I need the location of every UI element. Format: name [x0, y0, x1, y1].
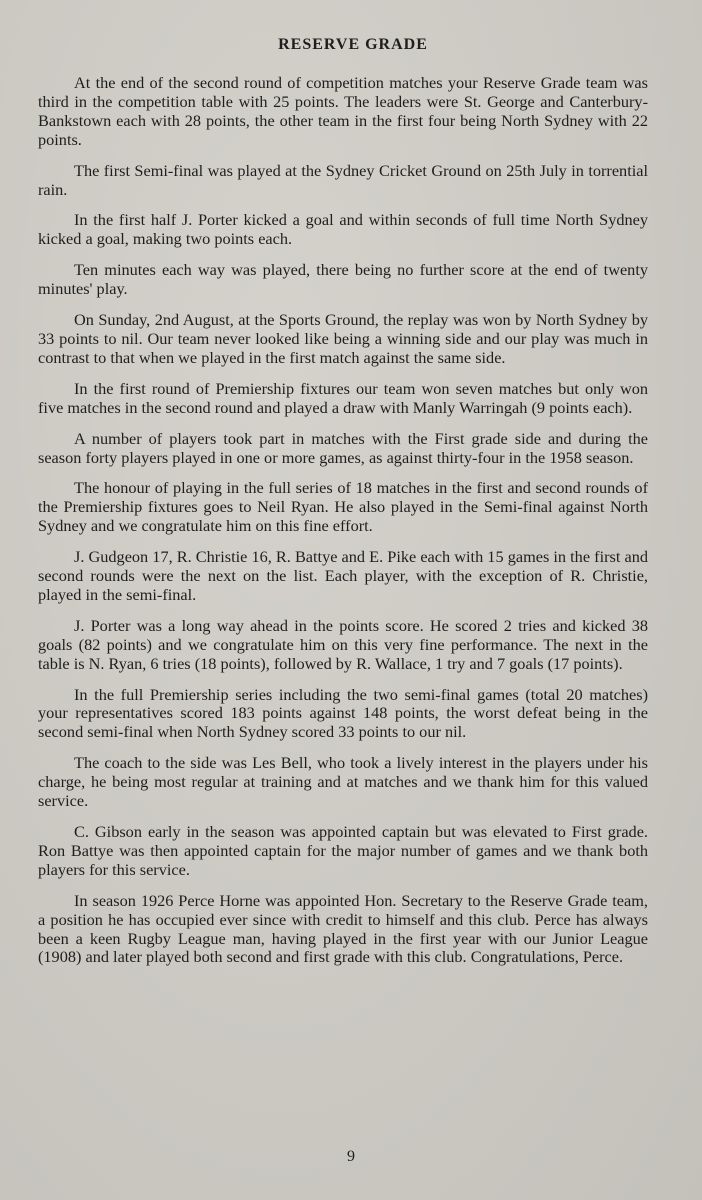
paragraph-8: The honour of playing in the full series of 18 matches in the first and second rounds of the Premiership fixtures goes to Neil Ryan. He also played in the Semi-final against North Sydney and we congratulate him on this fine effort.	[38, 478, 648, 536]
paragraph-3: In the first half J. Porter kicked a goal and within seconds of full time North Sydney kicked a goal, making two points each.	[38, 210, 648, 249]
page-title: RESERVE GRADE	[278, 36, 428, 53]
paragraph-14: In season 1926 Perce Horne was appointed Hon. Secretary to the Reserve Grade team, a position he has occupied ever since with credit to himself and this club. Perce has always been a keen Rugby League man, having played in the first year with our Junior League (1908) and later played both second and first grade with this club. Congratulations, Perce.	[38, 890, 648, 967]
paragraph-7: A number of players took part in matches with the First grade side and during the season forty players played in one or more games, as against thirty-four in the 1958 season.	[38, 428, 648, 467]
paragraph-5: On Sunday, 2nd August, at the Sports Ground, the replay was won by North Sydney by 33 points to nil. Our team never looked like being a winning side and our play was much in contrast to that when we played in the first match against the same side.	[38, 310, 648, 367]
paragraph-9: J. Gudgeon 17, R. Christie 16, R. Battye and E. Pike each with 15 games in the first and second rounds were the next on the list. Each player, with the exception of R. Christie, played in the semi-final.	[38, 547, 648, 604]
document-page	[38, 36, 648, 979]
paragraph-12: The coach to the side was Les Bell, who took a lively interest in the players under his charge, he being most regular at training and at matches and we thank him for this valued service.	[38, 753, 648, 811]
paragraph-11: In the full Premiership series including the two semi-final games (total 20 matches) your representatives scored 183 points against 148 points, the worst defeat being in the second semi-final when North Sydney scored 33 points to our nil.	[38, 684, 648, 742]
paragraph-2: The first Semi-final was played at the Sydney Cricket Ground on 25th July in torrential rain.	[38, 160, 648, 199]
paragraph-13: C. Gibson early in the season was appointed captain but was elevated to First grade. Ron Battye was then appointed captain for the major number of games and we thank both players for this service.	[38, 822, 648, 879]
page-number: 9	[347, 1148, 355, 1165]
paragraph-6: In the first round of Premiership fixtures our team won seven matches but only won five matches in the second round and played a draw with Manly Warringah (9 points each).	[38, 378, 648, 417]
paragraph-4: Ten minutes each way was played, there being no further score at the end of twenty minutes' play.	[38, 260, 648, 299]
paragraph-10: J. Porter was a long way ahead in the points score. He scored 2 tries and kicked 38 goals (82 points) and we congratulate him on this very fine performance. The next in the table is N. Ryan, 6 tries (18 points), followed by R. Wallace, 1 try and 7 goals (17 points).	[38, 615, 648, 673]
paragraph-1: At the end of the second round of competition matches your Reserve Grade team was third in the competition table with 25 points. The leaders were St. George and Canterbury-Bankstown each with 28 points, the other team in the first four being North Sydney with 22 points.	[38, 73, 648, 149]
